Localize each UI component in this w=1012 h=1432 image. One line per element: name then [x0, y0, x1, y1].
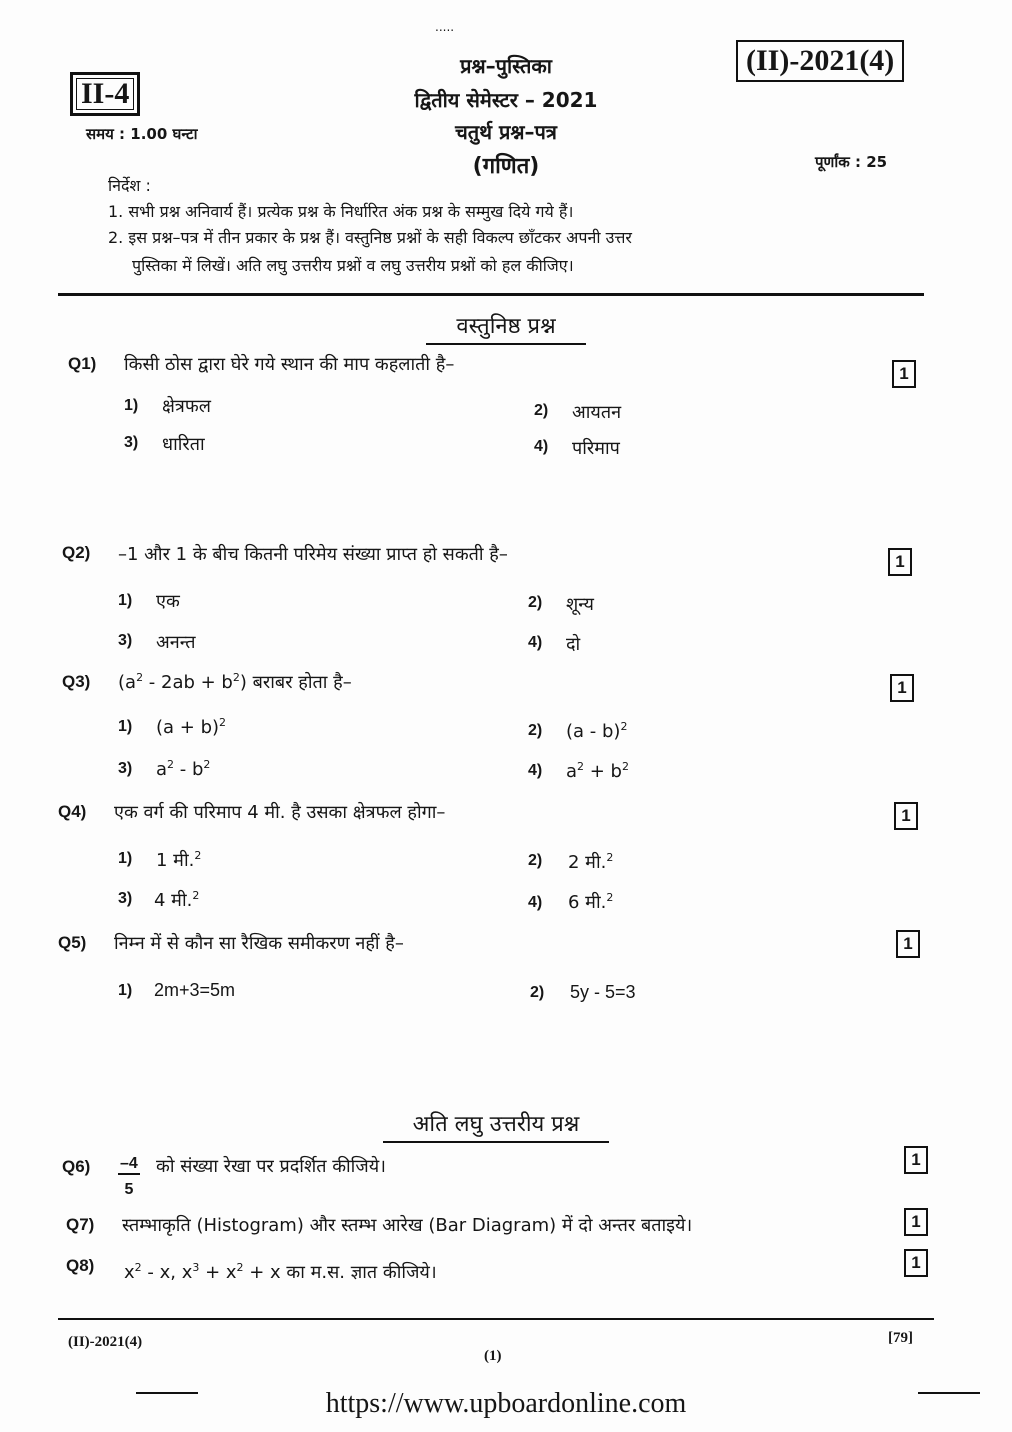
q7-number: Q7)	[66, 1215, 95, 1234]
q4-option-4: 6 मी.$^2$	[568, 891, 614, 913]
q5-option-number: 2)	[530, 984, 545, 1001]
q3-option-3: $a^2 - b^2$	[156, 758, 211, 780]
very-short-section-title: अति लघु उत्तरीय प्रश्न	[0, 1108, 1002, 1138]
q5-option-number: 1)	[118, 982, 133, 999]
q5-text: निम्न में से कौन सा रैखिक समीकरण नहीं है–	[114, 933, 404, 954]
q5-option-2: 5y - 5=3	[570, 982, 636, 1002]
q6-marks: 1	[904, 1146, 928, 1174]
q2-option-number: 4)	[528, 634, 543, 651]
paper-id: (II)-2021(4)	[746, 44, 895, 77]
q2-option-2: शून्य	[566, 594, 594, 615]
class-code-box	[70, 72, 140, 116]
paper-number-title: चतुर्थ प्रश्न–पत्र	[455, 120, 557, 144]
q3-text: $(a^2 - 2ab + b^2)$ बराबर होता है–	[118, 671, 352, 693]
q7-marks: 1	[904, 1208, 928, 1236]
q1-text: किसी ठोस द्वारा घेरे गये स्थान की माप कहलाती है–	[124, 354, 455, 375]
q8-text: $x^2$ - x, $x^3 + x^2 + x$ का म.स. ज्ञात कीजिये।	[124, 1261, 437, 1283]
q1-option-number: 4)	[534, 438, 549, 455]
q7-text: स्तम्भाकृति (Histogram) और स्तम्भ आरेख (Bar Diagram) में दो अन्तर बताइये।	[122, 1215, 693, 1236]
q2-marks: 1	[888, 548, 912, 576]
semester-title: द्वितीय सेमेस्टर – 2021	[414, 88, 598, 112]
footer-code: [79]	[888, 1330, 913, 1346]
class-code: II-4	[81, 77, 130, 110]
q3-option-number: 1)	[118, 718, 133, 735]
header-divider	[58, 293, 924, 296]
q4-option-number: 3)	[118, 890, 133, 907]
instruction-1: 1. सभी प्रश्न अनिवार्य हैं। प्रत्येक प्रश्न के निर्धारित अंक प्रश्न के सम्मुख दिये गये हैं।	[108, 202, 574, 221]
booklet-title: प्रश्न–पुस्तिका	[460, 54, 552, 78]
q3-number: Q3)	[62, 672, 91, 691]
q4-option-number: 4)	[528, 894, 543, 911]
q2-option-3: अनन्त	[156, 632, 196, 653]
q1-option-2: आयतन	[572, 402, 622, 423]
q4-number: Q4)	[58, 802, 87, 821]
q6-text: को संख्या रेखा पर प्रदर्शित कीजिये।	[156, 1156, 386, 1177]
page-number: (1)	[484, 1348, 502, 1364]
q5-number: Q5)	[58, 933, 87, 952]
q2-option-1: एक	[156, 591, 180, 612]
time-allowed: समय : 1.00 घन्टा	[86, 125, 198, 143]
instructions-heading: निर्देश :	[108, 176, 151, 195]
q4-option-number: 1)	[118, 850, 133, 867]
q3-option-1: $(a + b)^2$	[156, 716, 227, 738]
q4-option-1: 1 मी.$^2$	[156, 849, 202, 871]
instruction-2: 2. इस प्रश्न–पत्र में तीन प्रकार के प्रश्न हैं। वस्तुनिष्ठ प्रश्नों के सही विकल्प छाँटकर अपनी उत्तर	[108, 228, 632, 247]
q3-option-2: (a - b)$^2$	[566, 720, 628, 742]
q8-number: Q8)	[66, 1256, 95, 1275]
q5-marks: 1	[896, 930, 920, 958]
q1-option-1: क्षेत्रफल	[162, 396, 211, 417]
q4-option-number: 2)	[528, 852, 543, 869]
q2-option-number: 1)	[118, 592, 133, 609]
q6-number: Q6)	[62, 1157, 91, 1176]
q1-option-number: 2)	[534, 402, 549, 419]
q1-option-number: 3)	[124, 434, 139, 451]
q3-option-number: 4)	[528, 762, 543, 779]
q4-option-3: 4 मी.$^2$	[154, 889, 200, 911]
q1-marks: 1	[892, 360, 916, 388]
q2-number: Q2)	[62, 543, 91, 562]
footer-paper-id: (II)-2021(4)	[68, 1334, 143, 1350]
q3-marks: 1	[890, 674, 914, 702]
q6-fraction: $\frac{-4}{5}$	[120, 1155, 138, 1198]
q1-number: Q1)	[68, 354, 97, 373]
q1-option-number: 1)	[124, 397, 139, 414]
q4-text: एक वर्ग की परिमाप 4 मी. है उसका क्षेत्रफल होगा–	[114, 802, 446, 823]
q2-option-number: 2)	[528, 594, 543, 611]
q5-option-1: 2m+3=5m	[154, 980, 236, 1000]
paper-id-box	[736, 40, 904, 82]
max-marks: पूर्णांक : 25	[815, 153, 888, 171]
top-dots: .....	[435, 20, 455, 34]
q1-option-4: परिमाप	[572, 438, 620, 459]
instruction-2-cont: पुस्तिका में लिखें। अति लघु उत्तरीय प्रश्नों व लघु उत्तरीय प्रश्नों को हल कीजिए।	[132, 256, 574, 275]
subject-title: (गणित)	[472, 154, 540, 179]
q4-marks: 1	[894, 802, 918, 830]
footer-divider	[58, 1318, 934, 1320]
q4-option-2: 2 मी.$^2$	[568, 851, 614, 873]
q3-option-number: 2)	[528, 722, 543, 739]
q1-option-3: धारिता	[162, 434, 205, 455]
q2-option-number: 3)	[118, 632, 133, 649]
q8-marks: 1	[904, 1249, 928, 1277]
q2-text: –1 और 1 के बीच कितनी परिमेय संख्या प्राप्त हो सकती है–	[118, 544, 508, 565]
q3-option-number: 3)	[118, 760, 133, 777]
objective-section-title: वस्तुनिष्ठ प्रश्न	[0, 310, 1012, 340]
q3-option-4: $a^2 + b^2$	[566, 760, 629, 782]
q2-option-4: दो	[566, 634, 581, 655]
website-url[interactable]: https://www.upboardonline.com	[325, 1388, 687, 1419]
